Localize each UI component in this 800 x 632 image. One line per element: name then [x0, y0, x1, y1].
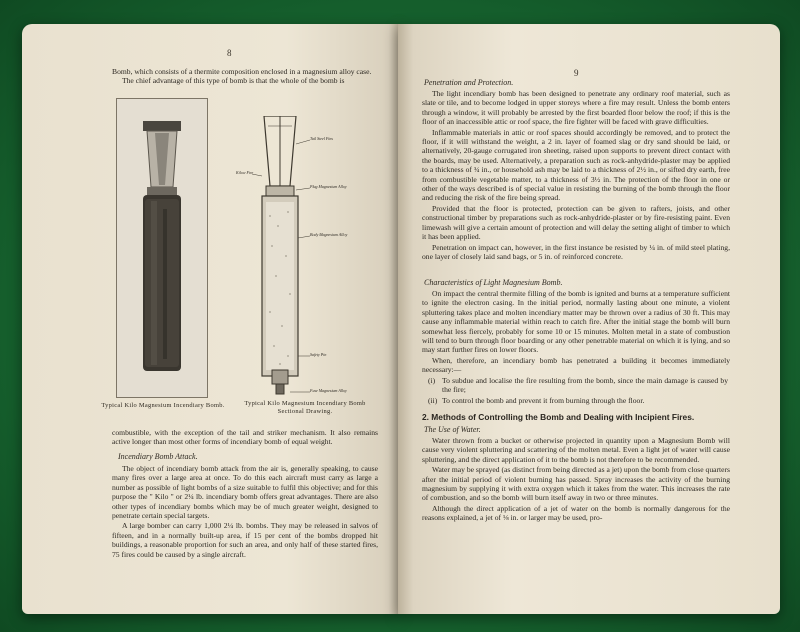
intro-line-2: The chief advantage of this type of bomb is that the whole of the bomb is: [122, 76, 345, 86]
label-tail-fins: Tail Steel Fins: [310, 136, 333, 141]
list-item-2-text: To control the bomb and prevent it from burning through the floor.: [442, 396, 645, 405]
heading-use-of-water: The Use of Water.: [424, 425, 481, 434]
characteristics-paragraph-1: On impact the central thermite filling of the bomb is ignited and burns at a temperature sufficient to ignite the electron casing. In the initial period, normally lasting about one minute, a violent spluttering takes place and molten incendiary matter may be thrown over a radius of 30 ft. This may cause any inflammable material within reach to catch fire. After the initial stage the bomb will burn somewhat less fiercely, probably for some 10 or 15 minutes. Molten metal in a state of combustion will tend to burn through floor boarding or any other penetrable material on which it is lying, and so may start further fires on lower floors.: [422, 289, 730, 355]
list-item-1: [428, 376, 728, 396]
list-item-1-text: To subdue and localise the fire resulting from the bomb, since the main damage is caused by the fire;: [442, 376, 728, 395]
penetration-paragraphs: [422, 89, 730, 262]
characteristics-paragraph-2: When, therefore, an incendiary bomb has penetrated a building it becomes immediately necessary:—: [422, 355, 730, 375]
drawing-caption: Typical Kilo Magnesium Incendiary Bomb Sectional Drawing.: [244, 400, 366, 415]
penetration-paragraph-3: Provided that the floor is protected, protection can be given to rafters, joists, and other constructional timber by preparations such as rock-anhydride-plaster or by fire-resisting paint. Even limewash will give a certain amount of protection and will delay the setting alight of timber to which it has been applied.: [422, 203, 730, 242]
heading-penetration: Penetration and Protection.: [424, 78, 514, 87]
water-paragraph-3: Although the direct application of a jet of water on the bomb is normally dangerous for the reasons explained, a jet of ⅛ in. or larger may be used, pro-: [422, 503, 730, 523]
intro-line-1: Bomb, which consists of a thermite composition enclosed in a magnesium alloy case.: [112, 67, 372, 76]
heading-incendiary-attack: Incendiary Bomb Attack.: [118, 452, 198, 461]
penetration-paragraph-2: Inflammable materials in attic or roof spaces should accordingly be removed, and to protect the floor, if it will withstand the weight, a 2 in. layer of foamed slag or dry sand should be laid, or alternatively, 20-gauge corrugated iron sheeting, raised upon supports to prevent direct contact with the boards, may be used. Alternatively, a preparation such as rock-anhydride-plaster may be applied to a thickness of ¾ in., or household ash may be laid to a thickness of 2½ in., or sifted dry earth, free from combustible vegetable matter, to a thickness of 3½ in. The protection of the floor in one or other of the ways described is of special value in resisting the burning of the bomb through the floor and reducing the risk of the fire being spread.: [422, 127, 730, 203]
attack-paragraph-2: A large bomber can carry 1,000 2¼ lb. bombs. They may be released in salvos of fifteen, and in a normally built-up area, if 15 per cent of the bombs dropped hit buildings, a reasonable proportion for such an area, and only half of these started fires, 75 fires could be caused by a single aircraft.: [112, 521, 378, 559]
open-booklet: [22, 24, 780, 614]
label-plug: Plug Magnesium Alloy: [310, 184, 347, 189]
label-safety-pin: Safety Pin: [310, 352, 327, 357]
list-item-2: [428, 396, 728, 408]
label-body: Body Magnesium Alloy: [310, 232, 348, 237]
label-fuse: Fuse Magnesium Alloy: [310, 388, 347, 393]
heading-characteristics: Characteristics of Light Magnesium Bomb.: [424, 278, 563, 287]
water-paragraphs: [422, 436, 730, 524]
characteristics-paragraphs: [422, 289, 730, 376]
water-paragraph-1: Water thrown from a bucket or otherwise projected in quantity upon a Magnesium Bomb will cause very violent spluttering and scattering of the molten metal. Even a light jet of water will cause spluttering, and the direct application of it to the bomb is not therefore to be recommended.: [422, 436, 730, 464]
page-number-left: 8: [227, 48, 232, 58]
left-page: [22, 24, 400, 614]
sectional-drawing-graphic: [250, 116, 342, 396]
attack-paragraph-1: The object of incendiary bomb attack from the air is, generally speaking, to cause many fires over a large area at once. To do this each aircraft must carry as large a number as possible of light bombs of a size suitable to fulfil this objective; and for this purpose the " Kilo " or 2¼ lb. incendiary bomb offers great advantages. There are also other types of incendiary bombs which may be of much greater weight, designed to penetrate certain special targets.: [112, 464, 378, 521]
attack-paragraphs: [112, 464, 378, 560]
intro-paragraph: [112, 67, 378, 86]
water-paragraph-2: Water may be sprayed (as distinct from being directed as a jet) upon the bomb from close quarters after the initial period of violent burning has passed. Spray increases the activity of the burning magnesium by supplying it with extra oxygen which it takes from the water. This increases the rate of combustion, and so the bomb will burn itself away in two or three minutes.: [422, 465, 730, 503]
list-item-1-number: (i): [428, 376, 436, 385]
label-kilow-fire: Kilow Fire: [236, 170, 254, 175]
bomb-photo: [116, 98, 208, 398]
page-number-right: 9: [574, 68, 579, 78]
heading-methods: 2. Methods of Controlling the Bomb and Dealing with Incipient Fires.: [422, 412, 695, 422]
penetration-paragraph-4: Penetration on impact can, however, in the first instance be resisted by ¼ in. of mild steel plating, one layer of closely laid sand bags, or 5 in. of reinforced concrete.: [422, 242, 730, 261]
right-page: [398, 24, 780, 614]
para-after-figure: combustible, with the exception of the tail and striker mechanism. It also remains active longer than most other forms of incendiary bomb of equal weight.: [112, 428, 378, 447]
bomb-photo-graphic: [117, 99, 207, 397]
list-item-2-number: (ii): [428, 396, 438, 405]
sectional-drawing: [236, 116, 348, 396]
photo-caption: Typical Kilo Magnesium Incendiary Bomb.: [101, 402, 225, 409]
penetration-paragraph-1: The light incendiary bomb has been designed to penetrate any ordinary roof material, such as slate or tile, and to become lodged in upper storeys where a fire may result. Unless the bomb enters through a window, it will probably be arrested by the first boarded floor below the roof; if this is the floor of an inaccessible attic or roof space, the fire fighter will be faced with grave difficulties.: [422, 89, 730, 127]
